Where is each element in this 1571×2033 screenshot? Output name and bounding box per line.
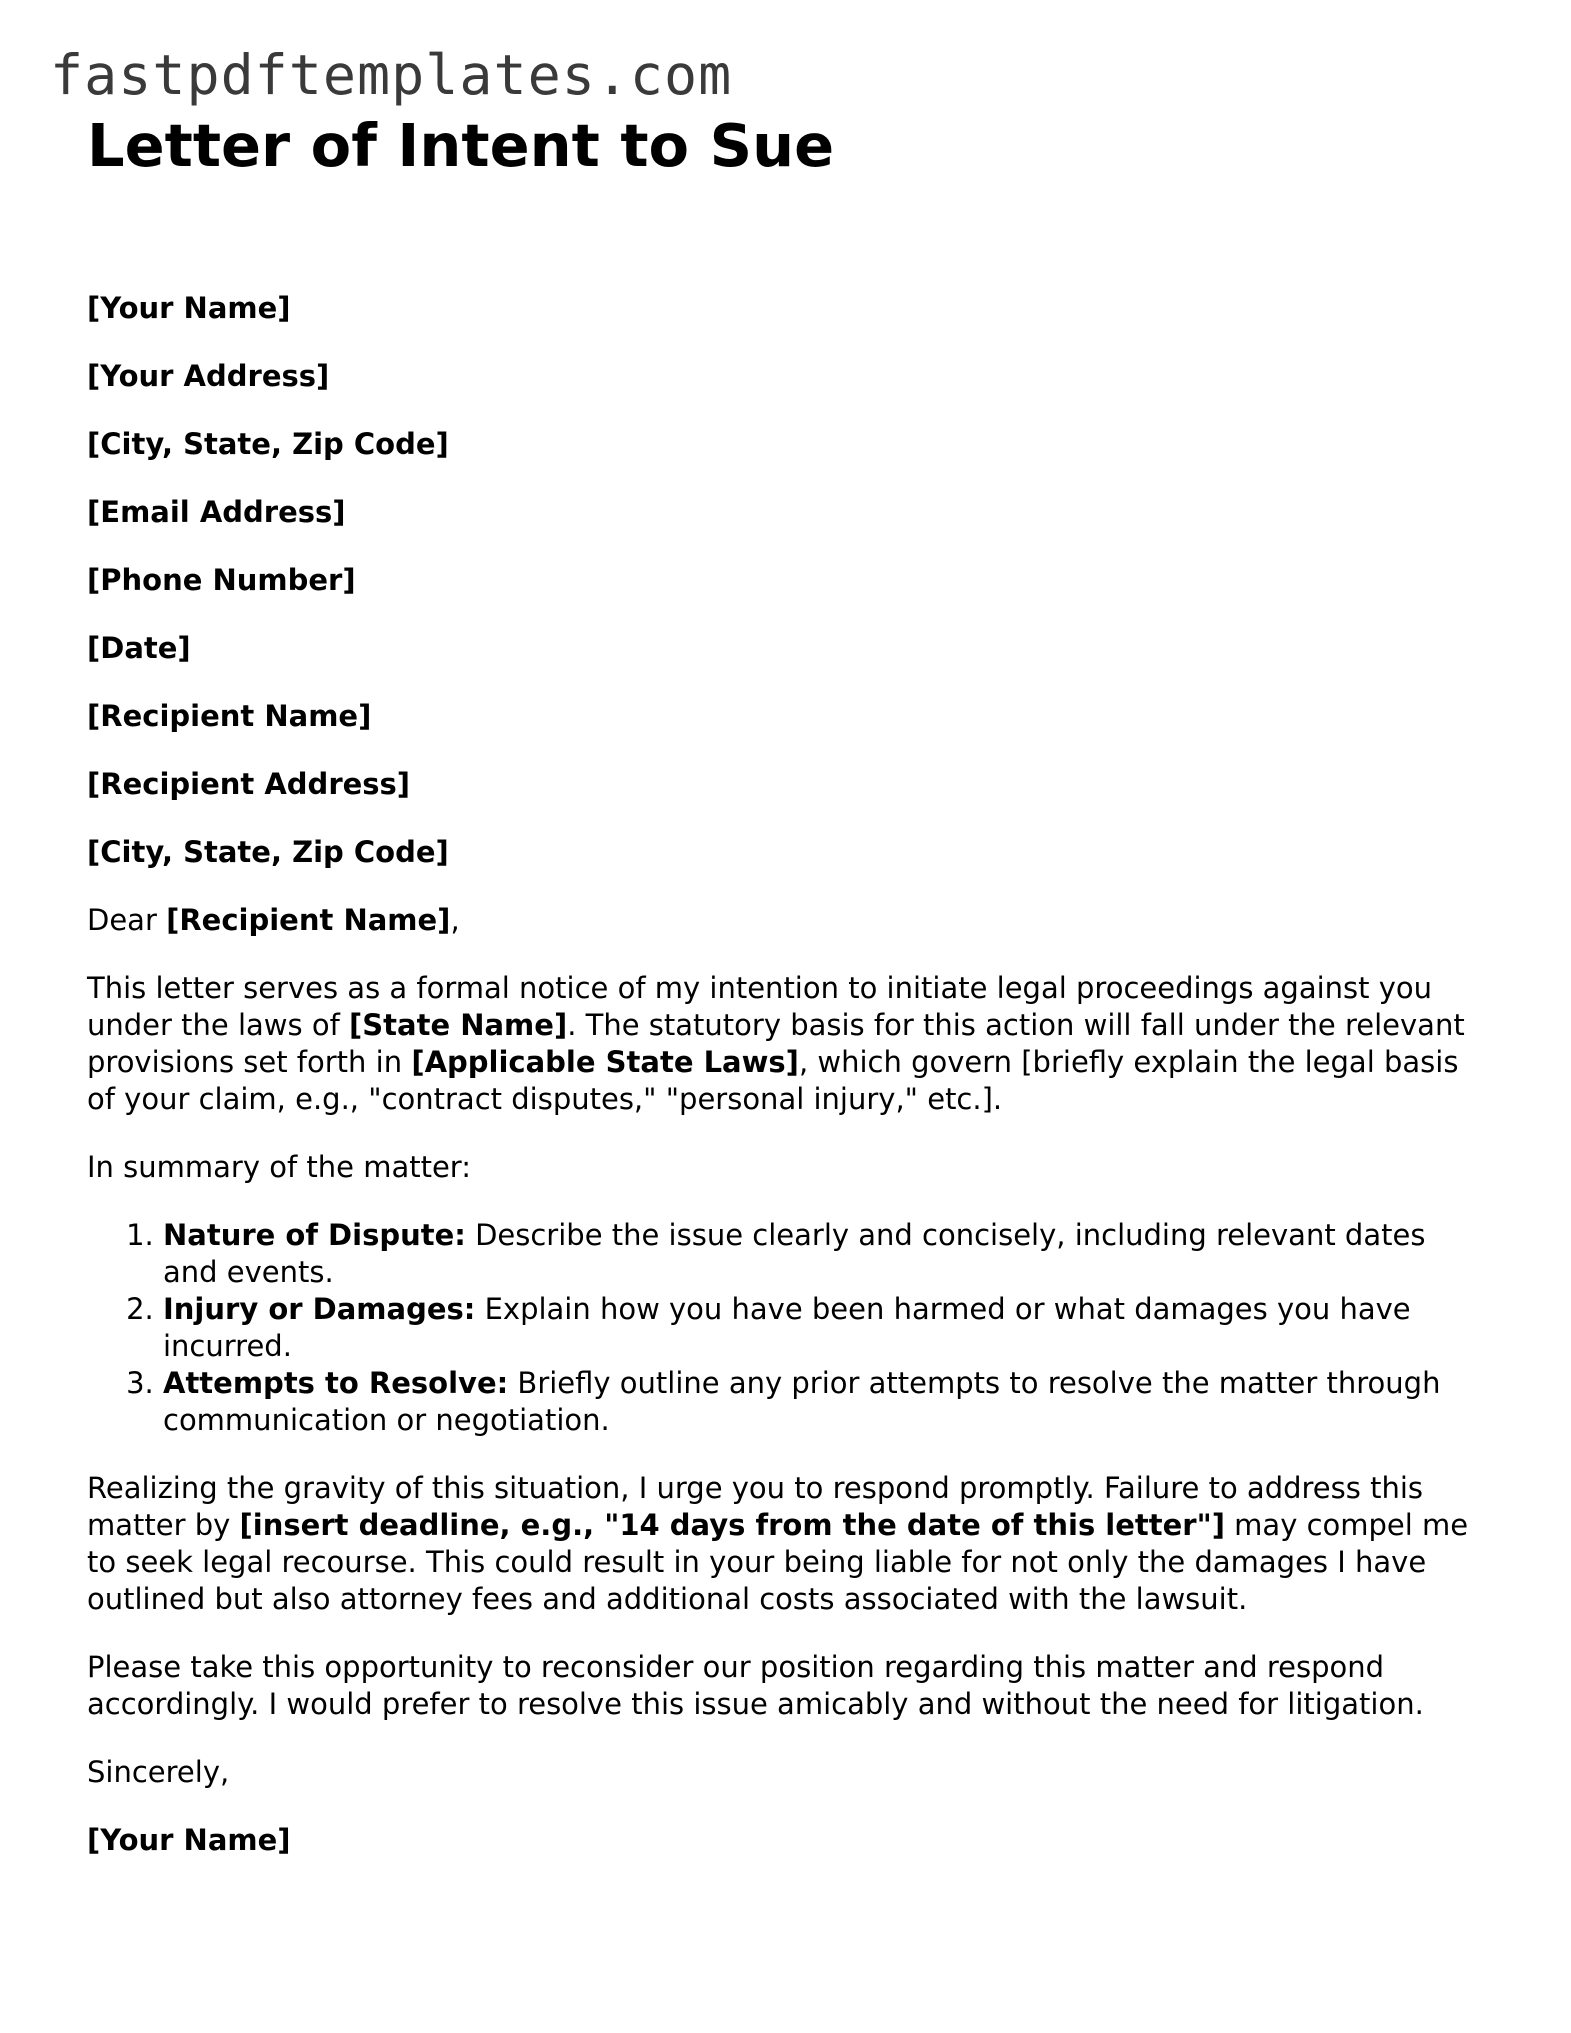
list-item [163, 1291, 1487, 1365]
list-item-text: Explain how you have been harmed or what damages you have incurred. [163, 1291, 1411, 1363]
deadline-text-2: may compel me to seek legal recourse. This could result in your being liable for not only the damages I have outlined but also attorney fees and additional costs associated with the lawsuit. [87, 1507, 1469, 1616]
letter-date: [Date] [87, 630, 191, 665]
recipient-name: [Recipient Name] [87, 698, 372, 733]
deadline-placeholder: [insert deadline, e.g., "14 days from the date of this letter"] [239, 1507, 1225, 1542]
salutation-suffix: , [450, 902, 460, 937]
recipient-city-state-zip: [City, State, Zip Code] [87, 834, 449, 869]
document-title: Letter of Intent to Sue [87, 111, 835, 180]
list-item-label: Injury or Damages: [163, 1291, 476, 1326]
letter-document [87, 112, 1487, 1859]
list-item [163, 1217, 1487, 1291]
state-laws-placeholder: [Applicable State Laws] [411, 1044, 799, 1079]
recipient-address: [Recipient Address] [87, 766, 411, 801]
salutation [87, 902, 1487, 939]
closing: Sincerely, [87, 1754, 230, 1789]
sender-address-block [87, 290, 1487, 871]
summary-intro: In summary of the matter: [87, 1149, 471, 1184]
deadline-paragraph [87, 1470, 1487, 1618]
list-item [163, 1365, 1487, 1439]
list-item-label: Nature of Dispute: [163, 1217, 466, 1252]
salutation-prefix: Dear [87, 902, 167, 937]
salutation-recipient-name: [Recipient Name] [166, 902, 451, 937]
state-name-placeholder: [State Name] [349, 1007, 568, 1042]
list-item-text: Briefly outline any prior attempts to resolve the matter through communication or negotiation. [163, 1365, 1441, 1437]
sender-city-state-zip: [City, State, Zip Code] [87, 426, 449, 461]
intro-paragraph [87, 970, 1487, 1118]
watermark-text: fastpdftemplates.com [50, 43, 733, 107]
sender-email: [Email Address] [87, 494, 346, 529]
intro-text-1: This letter serves as a formal notice of my intention to initiate legal proceedings against you under the laws of [87, 970, 1433, 1042]
list-item-label: Attempts to Resolve: [163, 1365, 509, 1400]
deadline-text-1: Realizing the gravity of this situation, I urge you to respond promptly. Failure to address this matter by [87, 1470, 1423, 1542]
list-item-text: Describe the issue clearly and concisely, including relevant dates and events. [163, 1217, 1426, 1289]
sender-name: [Your Name] [87, 290, 291, 325]
intro-text-2: . The statutory basis for this action will fall under the relevant provisions set forth in [87, 1007, 1465, 1079]
intro-text-3: , which govern [briefly explain the legal basis of your claim, e.g., "contract disputes," "personal injury," etc.]. [87, 1044, 1459, 1116]
signature-name: [Your Name] [87, 1822, 291, 1857]
sender-phone: [Phone Number] [87, 562, 356, 597]
reconsider-paragraph: Please take this opportunity to reconsider our position regarding this matter and respond accordingly. I would prefer to resolve this issue amicably and without the need for litigation. [87, 1649, 1424, 1721]
sender-address: [Your Address] [87, 358, 330, 393]
summary-list [87, 1217, 1487, 1439]
